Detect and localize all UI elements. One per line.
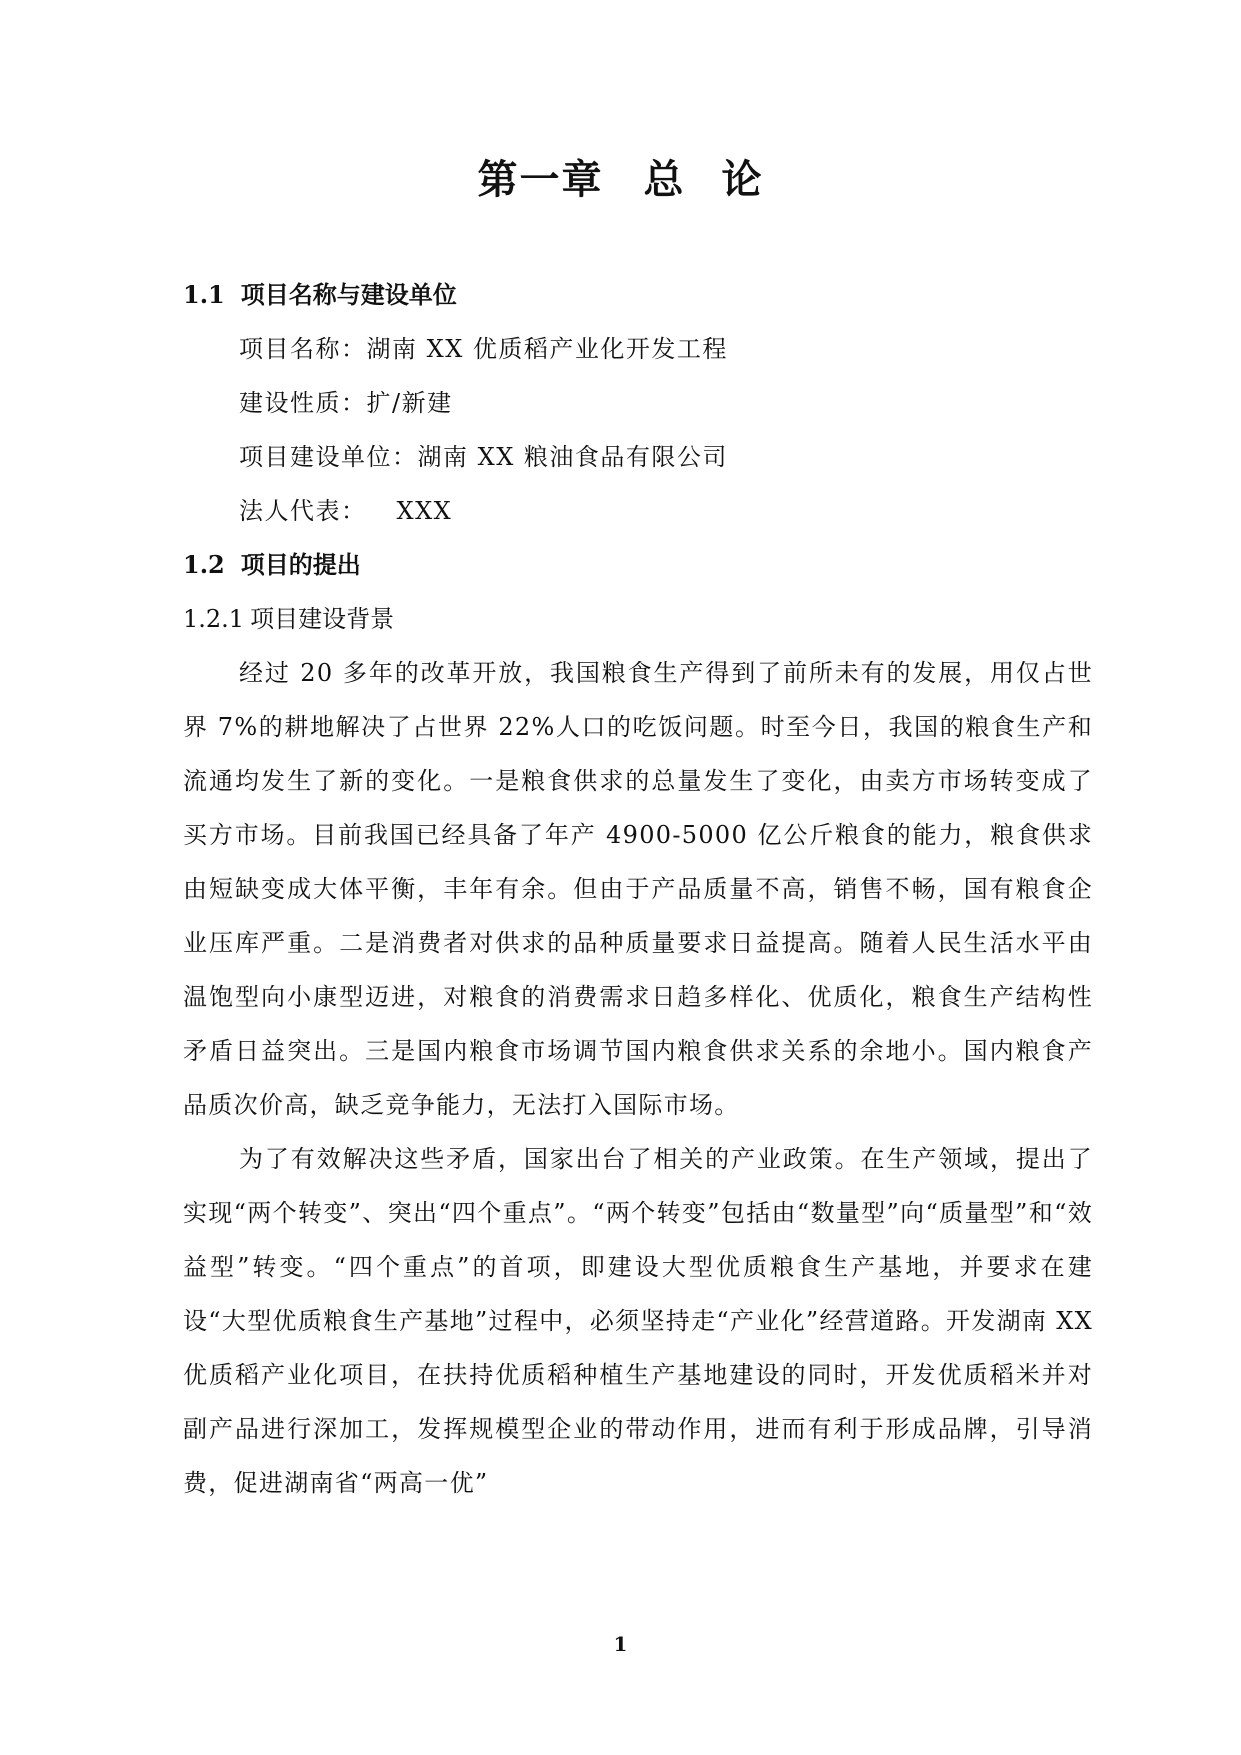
body-paragraph: 经过 20 多年的改革开放，我国粮食生产得到了前所未有的发展，用仅占世界 7%的耕地解决了占世界 22%人口的吃饭问题。时至今日，我国的粮食生产和流通均发生了新的变化。一是粮食供求的总量发生了变化，由卖方市场转变成了买方市场。目前我国已经具备了年产 4900-5000 亿公斤粮食的能力，粮食供求由短缺变成大体平衡，丰年有余。但由于产品质量不高，销售不畅，国有粮食企业压库严重。二是消费者对供求的品种质量要求日益提高。随着人民生活水平由温饱型向小康型迈进，对粮食的消费需求日趋多样化、优质化，粮食生产结构性矛盾日益突出。三是国内粮食市场调节国内粮食供求关系的余地小。国内粮食产品质次价高，缺乏竞争能力，无法打入国际市场。 — [183, 659, 1093, 1119]
field-label: 项目建设单位： — [239, 443, 418, 471]
chapter-title-char-2: 论 — [721, 156, 764, 203]
section-title: 项目名称与建设单位 — [240, 280, 457, 309]
subsection-title: 项目建设背景 — [250, 605, 395, 633]
chapter-title — [0, 150, 1241, 210]
field-label: 法人代表： — [239, 497, 367, 525]
field-value: XXX — [396, 497, 453, 525]
section-number: 1.2 — [183, 550, 225, 579]
field-value: 扩/新建 — [366, 389, 453, 417]
field-value: 湖南 XX 优质稻产业化开发工程 — [366, 335, 728, 363]
page-number: 1 — [613, 1632, 628, 1656]
subsection-heading-1-2-1 — [183, 592, 1093, 646]
subsection-number: 1.2.1 — [183, 605, 245, 633]
field-label: 项目名称： — [239, 335, 367, 363]
document-body — [183, 268, 1093, 1510]
field-value: 湖南 XX 粮油食品有限公司 — [417, 443, 728, 471]
chapter-label: 第一章 — [477, 156, 604, 203]
section-number: 1.1 — [183, 280, 225, 309]
section-title: 项目的提出 — [240, 550, 361, 579]
section-heading-1-1 — [183, 268, 1093, 322]
field-legal-representative — [183, 484, 1093, 538]
field-construction-nature — [183, 376, 1093, 430]
section-heading-1-2 — [183, 538, 1093, 592]
field-construction-unit — [183, 430, 1093, 484]
field-project-name — [183, 322, 1093, 376]
body-paragraph: 为了有效解决这些矛盾，国家出台了相关的产业政策。在生产领域，提出了实现“两个转变”、突出“四个重点”。“两个转变”包括由“数量型”向“质量型”和“效益型”转变。“四个重点”的首项，即建设大型优质粮食生产基地，并要求在建设“大型优质粮食生产基地”过程中，必须坚持走“产业化”经营道路。开发湖南 XX 优质稻产业化项目，在扶持优质稻种植生产基地建设的同时，开发优质稻米并对副产品进行深加工，发挥规模型企业的带动作用，进而有利于形成品牌，引导消费，促进湖南省“两高一优” — [183, 1145, 1093, 1497]
chapter-title-char-1: 总 — [643, 156, 686, 203]
field-label: 建设性质： — [239, 389, 367, 417]
